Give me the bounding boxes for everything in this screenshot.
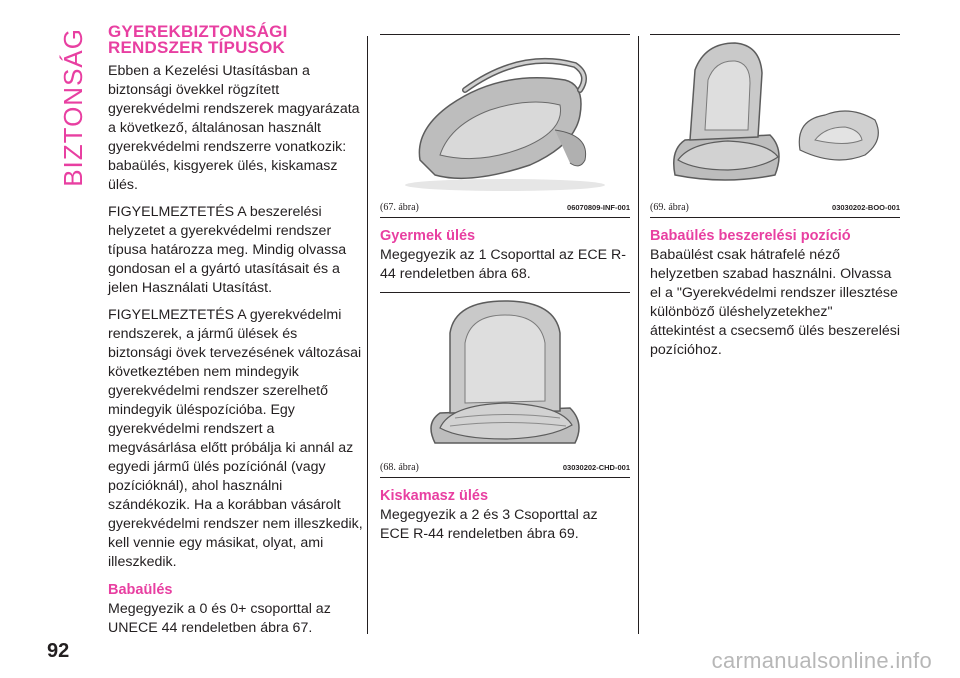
- intro-paragraph: Ebben a Kezelési Utasításban a biztonsági övekkel rögzített gyerekvédelmi rendszerek magyarázata a következő, általánosan használt gyerekvédelmi rendszerre vonatkozik: babaülés, kisgyerek ülés, kiskamasz ülés.: [108, 63, 360, 193]
- page-number: 92: [47, 640, 70, 662]
- section-tab: BIZTONSÁG: [58, 28, 88, 187]
- kiskamasz-ules-text: Megegyezik a 2 és 3 Csoporttal az ECE R-44 rendeletben ábra 69.: [380, 507, 598, 542]
- figure-67-label: (67. ábra): [380, 202, 419, 213]
- figure-68-code: 03030202-CHD-001: [562, 463, 630, 472]
- column-middle: [380, 34, 630, 552]
- figure-69-label: (69. ábra): [650, 202, 689, 213]
- warning-paragraph-1: FIGYELMEZTETÉS A beszerelési helyzetet a gyerekvédelmi rendszer típusa határozza meg. Mindig olvassa gondosan el a gyártó utasításait és a jelen Használati Utasítást.: [108, 204, 347, 296]
- column-left: [108, 24, 364, 646]
- watermark: carmanualsonline.info: [711, 648, 932, 673]
- kiskamasz-ules-heading: Kiskamasz ülés: [380, 488, 489, 504]
- gyermek-ules-heading: Gyermek ülés: [380, 228, 476, 244]
- column-right: [650, 34, 900, 368]
- babaules-beszerelesi-heading: Babaülés beszerelési pozíció: [650, 228, 851, 244]
- figure-69-code: 03030202-BOO-001: [832, 203, 900, 212]
- warning-paragraph-2: FIGYELMEZTETÉS A gyerekvédelmi rendszerek, a jármű ülések és biztonsági övek tervezésének változásai következtében nem mindegyik gyerekvédelmi rendszer szerelhető mindegyik üléspozícióba. Egy gyerekvédelmi rendszert a megvásárlása előtt próbálja ki annál az egyedi jármű ülés pozíciónál (vagy pozícióknál), ahol használni szándékozik. Ha a korábban vásárolt gyerekvédelmi rendszer nem illeszkedik, kell vennie egy másikat, olyat, ami illeszkedik.: [108, 307, 363, 570]
- column-divider: [638, 36, 639, 634]
- figure-67-code: 06070809-INF-001: [567, 203, 630, 212]
- babaules-text: Megegyezik a 0 és 0+ csoporttal az UNECE 44 rendeletben ábra 67.: [108, 601, 331, 636]
- figure-68: [380, 292, 630, 478]
- infant-carrier-illustration: [380, 35, 630, 199]
- child-seat-illustration: [380, 293, 630, 459]
- figure-67: [380, 34, 630, 218]
- babaules-heading: Babaülés: [108, 582, 173, 598]
- gyermek-ules-text: Megegyezik az 1 Csoporttal az ECE R-44 rendeletben ábra 68.: [380, 247, 627, 282]
- figure-68-label: (68. ábra): [380, 462, 419, 473]
- column-divider: [367, 36, 368, 634]
- booster-seat-illustration: [650, 35, 900, 199]
- section-heading: GYEREKBIZTONSÁGI RENDSZER TÍPUSOK: [108, 22, 288, 57]
- figure-69: [650, 34, 900, 218]
- babaules-beszerelesi-text: Babaülést csak hátrafelé néző helyzetben szabad használni. Olvassa el a "Gyerekvédelmi rendszer illesztése különböző üléshelyzetekhez" áttekintést a csecsemő ülés beszerelési pozícióhoz.: [650, 247, 900, 358]
